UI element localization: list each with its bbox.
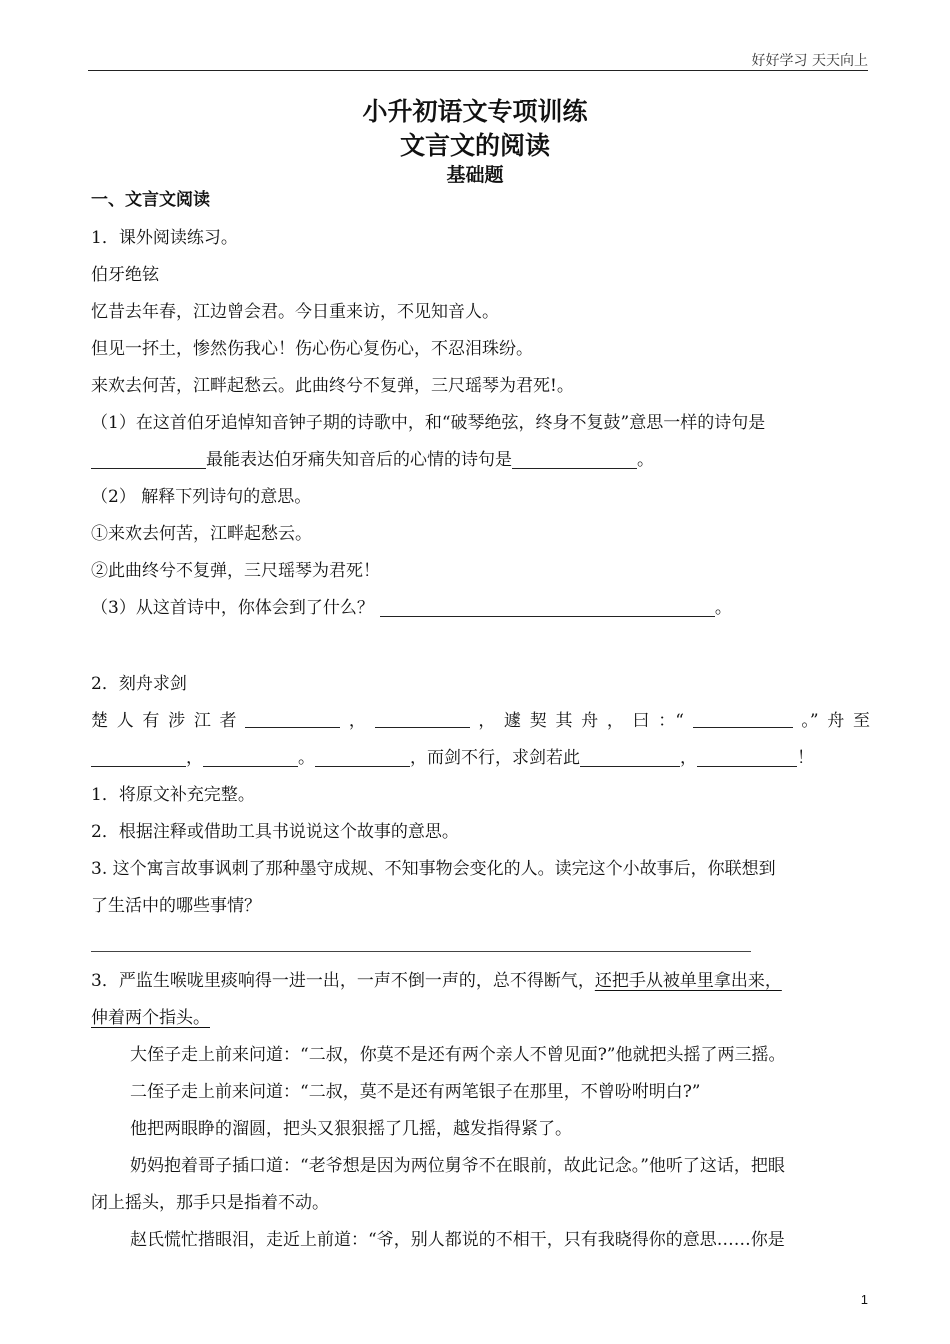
passage-char: 遽 [504, 711, 522, 731]
question-2-label: 2．刻舟求剑 [91, 674, 187, 694]
poem-line: 但见一抔土，惨然伤我心！伤心伤心复伤心，不忍泪珠纷。 [91, 339, 533, 359]
passage-char: 江 [193, 711, 211, 731]
q1-sub3-end: 。 [714, 598, 732, 618]
q3-intro-text: 3．严监生喉咙里痰响得一进一出，一声不倒一声的，总不得断气， [91, 971, 595, 991]
q2-item-1: 1．将原文补充完整。 [91, 785, 255, 805]
question-1-label: 1．课外阅读练习。 [91, 228, 238, 248]
row2-text: ，而剑不行，求剑若此 [410, 748, 580, 768]
page-number: 1 [860, 1292, 868, 1307]
q3-paragraph: 赵氏慌忙揩眼泪，走近上前道：“爷，别人都说的不相干，只有我晓得你的意思……你是 [130, 1230, 785, 1250]
passage-char: 其 [555, 711, 573, 731]
q3-paragraph: 奶妈抱着哥子插口道：“老爷想是因为两位舅爷不在眼前，故此记念。”他听了这话，把眼 [130, 1156, 785, 1176]
q1-sub3-text: （3）从这首诗中，你体会到了什么？ [91, 598, 374, 618]
passage-char: 。” [801, 711, 819, 731]
poem-line: 来欢去何苦，江畔起愁云。此曲终兮不复弹，三尺瑶琴为君死!。 [91, 376, 574, 396]
q2-passage-row-2 [91, 746, 870, 770]
q3-paragraph: 二侄子走上前来问道：“二叔，莫不是还有两笔银子在那里，不曾吩咐明白?” [130, 1082, 701, 1102]
passage-char: 人 [116, 711, 134, 731]
passage-char: 契 [529, 711, 547, 731]
answer-line[interactable] [91, 951, 751, 952]
poem-title: 伯牙绝铉 [91, 265, 159, 285]
passage-char: 至 [852, 711, 870, 731]
passage-char: 曰 [632, 711, 650, 731]
q3-intro-a [91, 969, 870, 993]
answer-blank[interactable] [375, 709, 470, 728]
page-subtitle: 文言文的阅读 [399, 131, 550, 160]
passage-char: 楚 [91, 711, 108, 731]
answer-blank[interactable] [245, 709, 340, 728]
passage-char: 者 [219, 711, 237, 731]
q1-sub2: （2） 解释下列诗句的意思。 [91, 487, 312, 507]
poem-line: 忆昔去年春，江边曾会君。今日重来访，不见知音人。 [91, 302, 499, 322]
header-rule [88, 70, 868, 71]
answer-blank[interactable] [91, 748, 186, 767]
passage-char: ， [478, 711, 496, 731]
passage-char: ， [348, 711, 366, 731]
section-heading: 一、文言文阅读 [91, 190, 210, 210]
q2-item-2: 2．根据注释或借助工具书说说这个故事的意思。 [91, 822, 459, 842]
answer-blank[interactable] [697, 748, 797, 767]
row2-punct: ， [186, 748, 203, 768]
q3-paragraph: 大侄子走上前来问道：“二叔，你莫不是还有两个亲人不曾见面?”他就把头摇了两三摇。 [130, 1045, 786, 1065]
q3-paragraph: 闭上摇头，那手只是指着不动。 [91, 1193, 329, 1213]
q1-sub1-text-b: 最能表达伯牙痛失知音后的心情的诗句是 [206, 450, 512, 470]
row2-punct: 。 [298, 748, 315, 768]
q2-item-3-b: 了生活中的哪些事情？ [91, 896, 261, 916]
answer-blank[interactable] [380, 598, 715, 617]
q1-sub2-item-1: ①来欢去何苦，江畔起愁云。 [91, 524, 312, 544]
q3-intro-b [91, 1006, 870, 1030]
row2-punct: ！ [797, 748, 814, 768]
q1-sub2-item-2: ②此曲终兮不复弹，三尺瑶琴为君死！ [91, 561, 380, 581]
q1-sub1-line-a: （1）在这首伯牙追悼知音钟子期的诗歌中，和“破琴绝弦，终身不复鼓”意思一样的诗句是 [91, 413, 766, 433]
q3-underlined-text: 伸着两个指头。 [91, 1008, 210, 1028]
header-slogan: 好好学习 天天向上 [751, 53, 868, 69]
q2-item-3-a: 3. 这个寓言故事讽刺了那种墨守成规、不知事物会变化的人。读完这个小故事后，你联想到 [91, 859, 776, 879]
q1-sub1-line-b [91, 448, 870, 472]
q3-underlined-text: 还把手从被单里拿出来， [594, 971, 782, 991]
answer-blank[interactable] [203, 748, 298, 767]
passage-char: 舟 [827, 711, 845, 731]
q3-paragraph: 他把两眼睁的溜圆，把头又狠狠摇了几摇，越发指得紧了。 [130, 1119, 572, 1139]
answer-blank[interactable] [315, 748, 410, 767]
passage-char: ：“ [658, 711, 684, 731]
q1-sub1-end: 。 [637, 450, 654, 470]
difficulty-level: 基础题 [446, 164, 504, 186]
q2-passage-row-1 [91, 709, 870, 733]
answer-blank[interactable] [580, 748, 680, 767]
passage-char: 舟 [581, 711, 599, 731]
answer-blank[interactable] [512, 450, 637, 469]
page-title: 小升初语文专项训练 [362, 97, 588, 126]
passage-char: 涉 [168, 711, 186, 731]
row2-punct: ， [680, 748, 697, 768]
q1-sub3 [91, 596, 870, 620]
answer-blank[interactable] [91, 450, 206, 469]
answer-blank[interactable] [693, 709, 793, 728]
passage-char: 有 [142, 711, 160, 731]
passage-char: ， [606, 711, 624, 731]
